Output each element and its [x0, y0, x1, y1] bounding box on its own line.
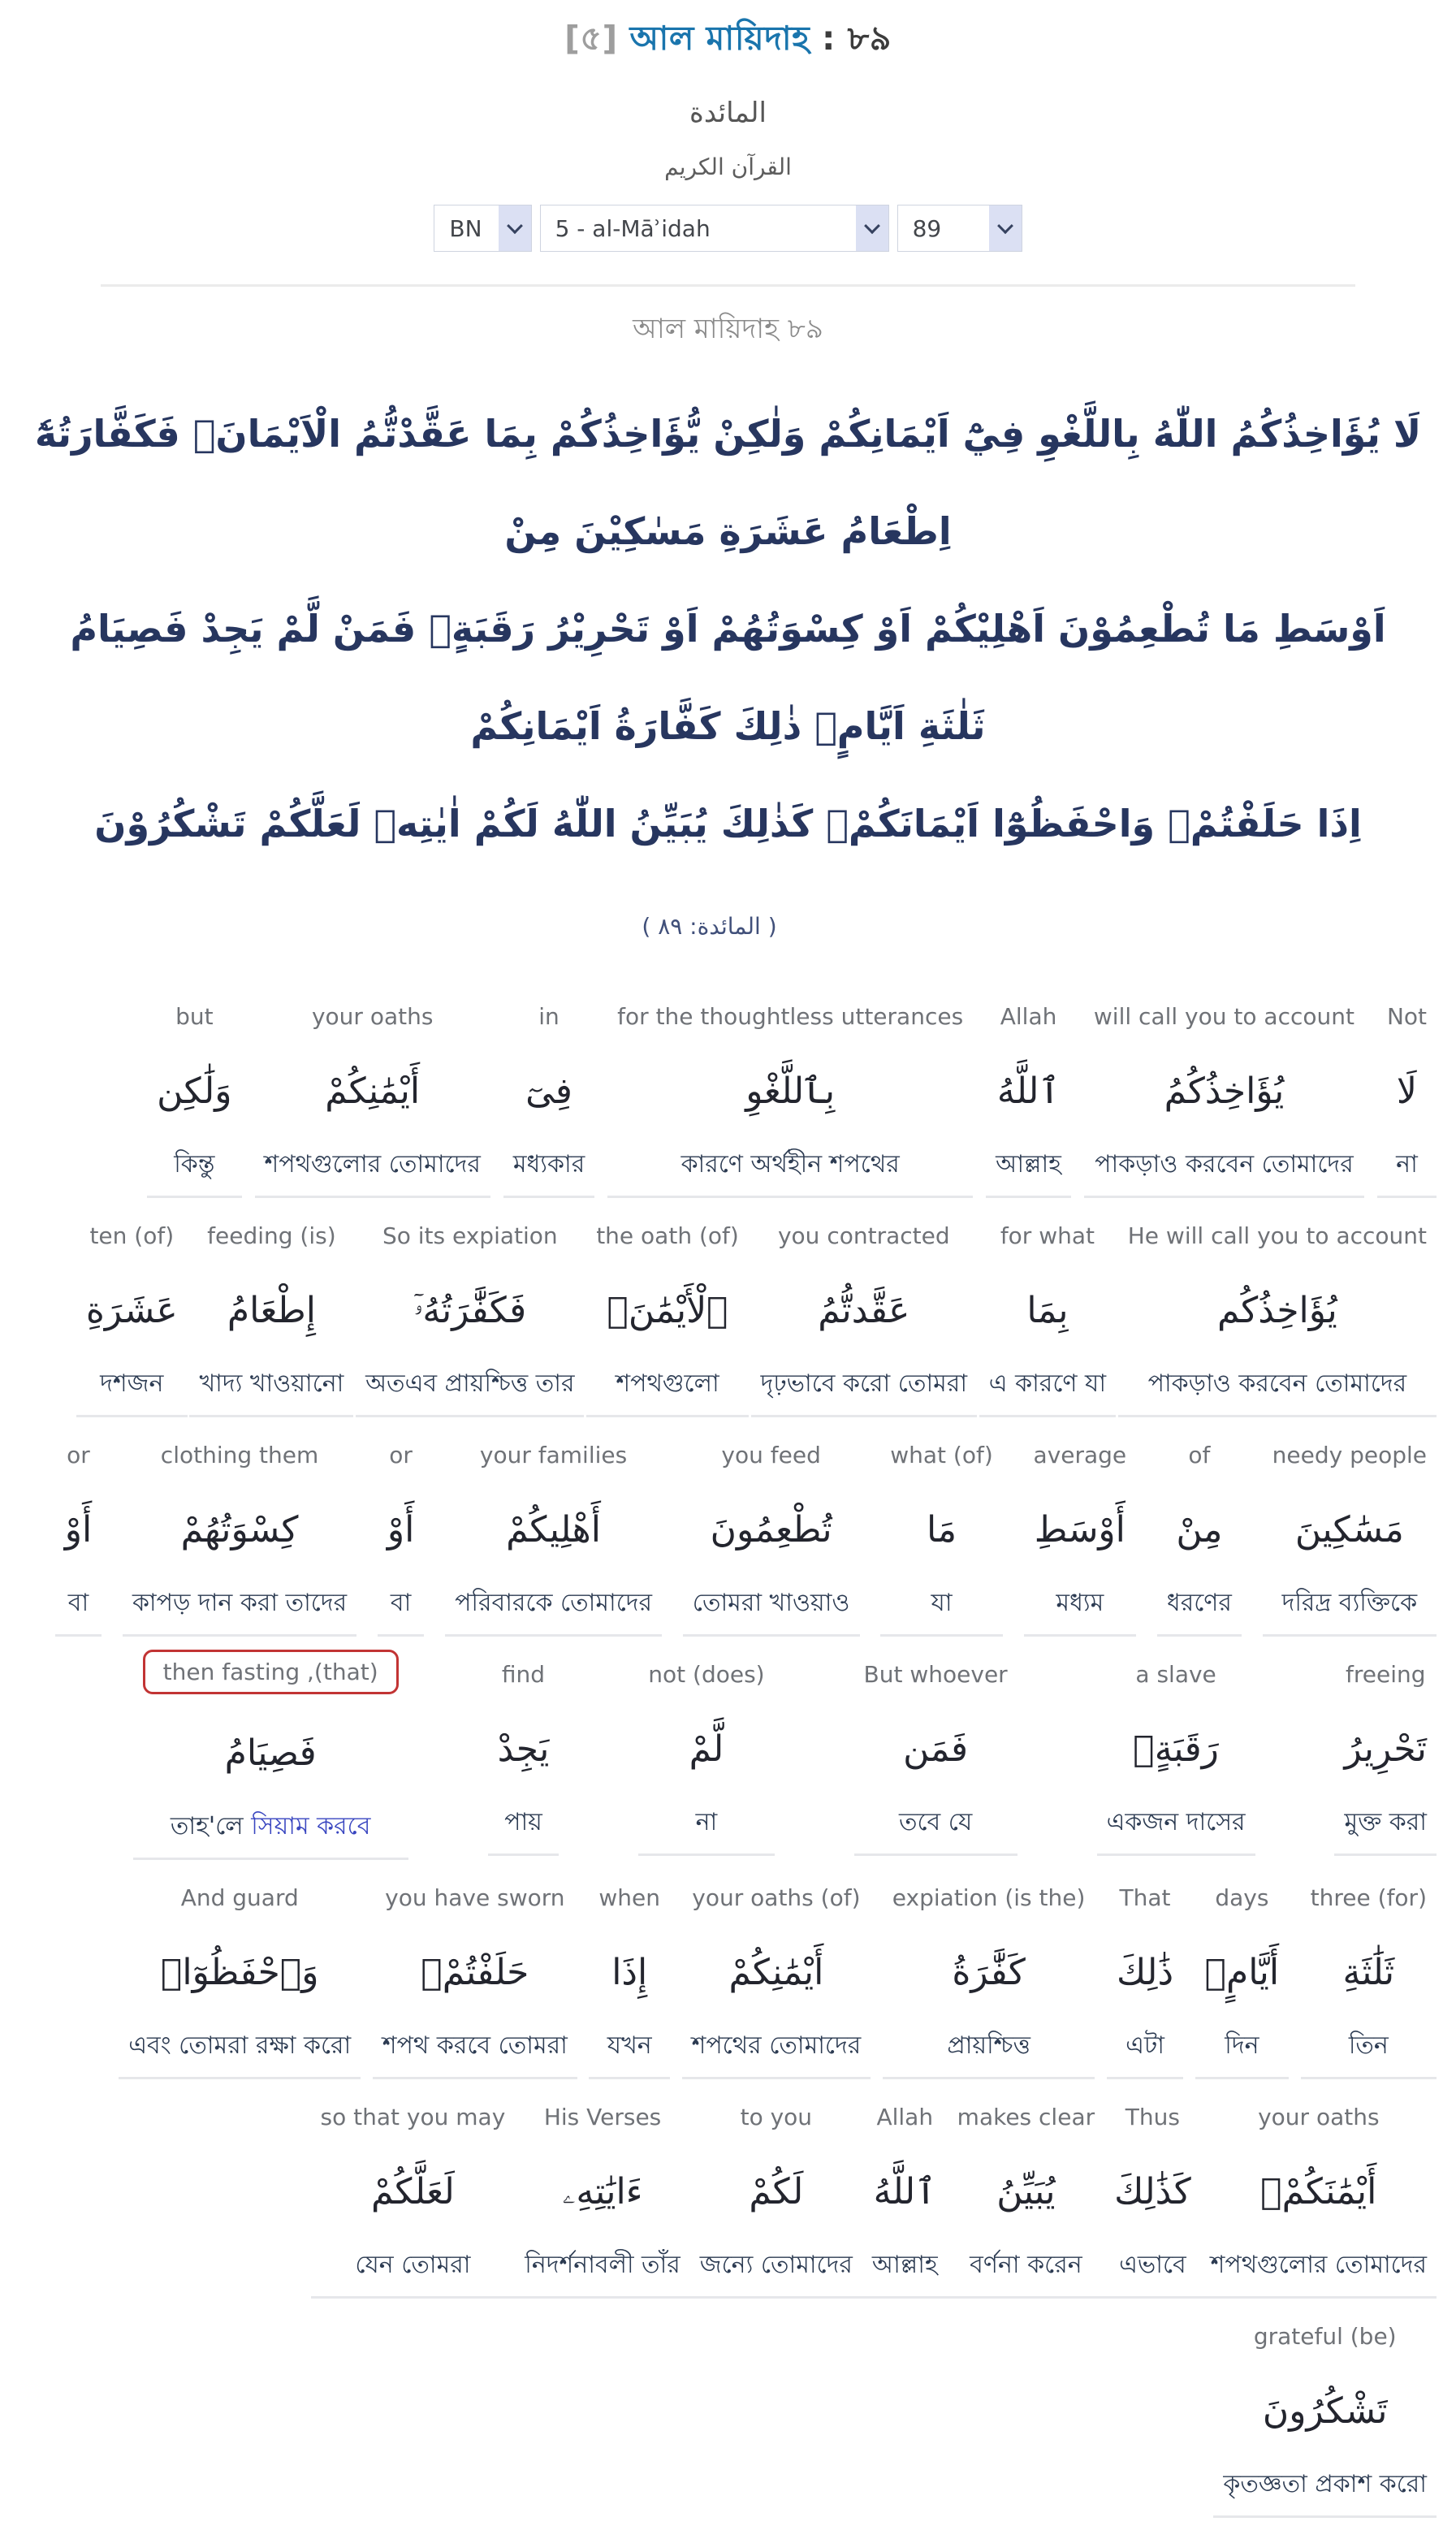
gloss-bengali: দিন: [1225, 2031, 1259, 2060]
word-cell[interactable]: [1263, 1438, 1437, 1637]
gloss-english: days: [1215, 1884, 1269, 1911]
gloss-bengali: শপথের তোমাদের: [691, 2031, 862, 2060]
arabic-word: يُبَيِّنُ: [996, 2170, 1056, 2212]
arabic-word: بِٱللَّغْوِ: [745, 1070, 836, 1112]
gloss-bengali: শপথগুলোর তোমাদের: [1210, 2251, 1427, 2279]
word-cell[interactable]: [682, 1881, 871, 2079]
gloss-bengali: মধ্যকার: [512, 1150, 585, 1179]
word-row: [1213, 2320, 1437, 2539]
word-cell[interactable]: [147, 1000, 241, 1198]
arabic-word: أَوْسَطِ: [1034, 1508, 1125, 1551]
gloss-bengali: বর্ণনা করেন: [970, 2251, 1082, 2279]
gloss-english: your oaths: [311, 1002, 434, 1030]
gloss-english: you have sworn: [385, 1884, 565, 1911]
gloss-english: makes clear: [957, 2103, 1095, 2130]
arabic-word: فَصِيَامُ: [224, 1732, 317, 1774]
gloss-bengali: নিদর্শনাবলী তাঁর: [525, 2251, 680, 2279]
word-cell[interactable]: [586, 1219, 749, 1417]
gloss-english: That: [1119, 1884, 1171, 1911]
gloss-english: (of) what: [890, 1441, 993, 1468]
gloss-bengali: কারণে অর্থহীন শপথের: [680, 1150, 900, 1179]
word-cell[interactable]: [1334, 1658, 1437, 1856]
arabic-word: عَشَرَةِ: [85, 1289, 178, 1331]
word-cell[interactable]: [638, 1658, 774, 1856]
surah-index: [৫]: [564, 19, 618, 58]
arabic-word: أَوْ: [64, 1508, 93, 1551]
word-cell[interactable]: [255, 1000, 490, 1198]
gloss-bengali: না: [1396, 1150, 1418, 1179]
title-separator: :: [821, 19, 848, 58]
arabic-word: تُطْعِمُونَ: [710, 1508, 832, 1551]
gloss-bengali: কিন্তু: [174, 1150, 215, 1179]
arabic-word: مِنْ: [1176, 1508, 1223, 1551]
gloss-bengali: পাকড়াও করবেন তোমাদের: [1095, 1150, 1354, 1179]
word-cell[interactable]: [1213, 2320, 1437, 2518]
gloss-bengali: শপথগুলো: [616, 1369, 719, 1398]
word-cell[interactable]: [1104, 2100, 1201, 2299]
word-cell[interactable]: [1024, 1438, 1137, 1637]
gloss-english: (of) ten: [89, 1222, 175, 1249]
word-cell[interactable]: [1157, 1438, 1242, 1637]
arabic-word: لَا: [1396, 1070, 1418, 1112]
gloss-english: will call you to account: [1093, 1002, 1354, 1030]
gloss-bengali: এবং তোমরা রক্ষা করো: [128, 2031, 352, 2060]
gloss-english: But whoever: [863, 1660, 1008, 1688]
gloss-bengali: দরিদ্র ব্যক্তিকে: [1281, 1589, 1418, 1617]
gloss-bengali: একজন দাসের: [1106, 1808, 1246, 1836]
verse-arabic: [0, 385, 1456, 975]
gloss-english: needy people: [1272, 1441, 1427, 1468]
gloss-english: in: [538, 1002, 560, 1030]
gloss-english: Not: [1386, 1002, 1427, 1030]
gloss-english: for the thoughtless utterances: [617, 1002, 964, 1030]
gloss-bengali: যখন: [607, 2031, 652, 2060]
arabic-word: ٱللَّهُ: [873, 2170, 936, 2212]
gloss-bengali: খাদ্য খাওয়ানো: [199, 1369, 344, 1398]
verse-line: لَا يُؤَاخِذُكُمُ اللّٰهُ بِاللَّغْوِ فِيْٓ اَيْمَانِكُمْ وَلٰكِنْ يُّؤَاخِذُكُمْ بِمَا عَقَّدْتُّمُ الْاَيْمَانَۚ فَكَفَّارَتُهٗٓ اِطْعَامُ عَشَرَةِ مَسٰكِيْنَ مِنْ: [34, 412, 1422, 553]
ayah-number-bengali: ৮৯: [847, 19, 892, 58]
chevron-down-icon: [989, 205, 1022, 251]
gloss-bengali: প্রায়শ্চিত্ত: [947, 2031, 1030, 2060]
surah-select[interactable]: [540, 205, 889, 252]
gloss-bengali: আল্লাহ: [996, 1150, 1061, 1179]
gloss-english: He will call you to account: [1127, 1222, 1427, 1249]
gloss-english: freeing: [1345, 1660, 1426, 1688]
verse-line-text: اِذَا حَلَفْتُمْۗ وَاحْفَظُوْٓا اَيْمَانَكُمْۗ كَذٰلِكَ يُبَيِّنُ اللّٰهُ لَكُمْ اٰيٰتِهٖ لَعَلَّكُمْ تَشْكُرُوْنَ: [94, 802, 1362, 846]
word-cell[interactable]: [1195, 1881, 1290, 2079]
gloss-english: average: [1033, 1441, 1127, 1468]
arabic-word: مَسَٰكِينَ: [1294, 1508, 1404, 1551]
gloss-bengali: বা: [67, 1589, 89, 1617]
verse-reference: ( المائدة: ٨٩ ): [642, 913, 777, 940]
word-cell[interactable]: [1084, 1000, 1364, 1198]
gloss-english: (is the) expiation: [892, 1884, 1086, 1911]
word-cell[interactable]: [488, 1658, 560, 1856]
gloss-bengali: এ কারণে যা: [988, 1369, 1107, 1398]
gloss-english: Thus: [1125, 2103, 1180, 2130]
gloss-english: your oaths: [1258, 2103, 1380, 2130]
gloss-english: Allah: [1000, 1002, 1057, 1030]
gloss-bengali: এভাবে: [1119, 2251, 1186, 2279]
gloss-bengali: যেন তোমরা: [355, 2251, 471, 2279]
arabic-word: أَيَّامٍۚ: [1204, 1951, 1280, 1993]
word-cell[interactable]: [1201, 2100, 1437, 2299]
word-cell[interactable]: [503, 1000, 594, 1198]
arabic-word: إِذَا: [611, 1951, 648, 1993]
gloss-bengali: তিন: [1348, 2031, 1389, 2060]
word-row: [133, 1658, 1437, 1881]
arabic-word: حَلَفْتُمْۚ: [421, 1951, 529, 1993]
word-cell[interactable]: [515, 2100, 690, 2299]
ayah-select-value: 89: [912, 214, 942, 242]
gloss-bengali: পাকড়াও করবেন তোমাদের: [1147, 1369, 1407, 1398]
surah-select-value: 5 - al-Māʾidah: [555, 214, 711, 242]
gloss-bengali: যা: [931, 1589, 953, 1617]
word-cell[interactable]: [1107, 1881, 1183, 2079]
gloss-bengali: ধরণের: [1166, 1589, 1232, 1617]
word-cell[interactable]: [189, 1219, 353, 1417]
word-cell[interactable]: [373, 1881, 577, 2079]
word-row: [119, 1881, 1437, 2100]
word-cell[interactable]: [854, 1658, 1017, 1856]
gloss-english: So its expiation: [382, 1222, 558, 1249]
arabic-word: أَهْلِيكُمْ: [506, 1508, 601, 1551]
word-cell[interactable]: [883, 1881, 1095, 2079]
arabic-word: رَقَبَةٍۖ: [1133, 1728, 1219, 1770]
gloss-english: to you: [740, 2103, 813, 2130]
gloss-english: His Verses: [543, 2103, 662, 2130]
word-grid: [0, 1000, 1456, 2539]
arabic-word: كَذَٰلِكَ: [1114, 2170, 1191, 2212]
gloss-english: (be) grateful: [1253, 2322, 1397, 2350]
arabic-word: أَوْ: [387, 1508, 415, 1551]
language-select[interactable]: [434, 205, 531, 252]
word-cell[interactable]: [607, 1000, 973, 1198]
word-row: [317, 2100, 1437, 2320]
gloss-bengali: মুক্ত করা: [1344, 1808, 1427, 1836]
word-cell[interactable]: [123, 1438, 356, 1637]
arabic-word: أَيْمَٰنَكُمْۚ: [1260, 2170, 1377, 2212]
word-cell[interactable]: [1377, 1000, 1437, 1198]
gloss-english: And guard: [180, 1884, 299, 1911]
arabic-word: لَّمْ: [689, 1728, 724, 1770]
gloss-english: but: [175, 1002, 214, 1030]
gloss-bengali: তোমরা খাওয়াও: [692, 1589, 850, 1617]
arabic-word: أَيْمَٰنِكُمْ: [325, 1070, 421, 1112]
gloss-bengali: জন্যে তোমাদের: [699, 2251, 853, 2279]
gloss-english: or: [389, 1441, 413, 1468]
arabic-word: إِطْعَامُ: [227, 1289, 316, 1331]
navigation-controls: [0, 205, 1456, 252]
gloss-bengali: কৃতজ্ঞতা প্রকাশ করো: [1223, 2470, 1427, 2498]
word-cell[interactable]: [880, 1438, 1003, 1637]
arabic-word: يُؤَاخِذُكُم: [1217, 1289, 1337, 1331]
language-select-value: BN: [449, 214, 482, 242]
word-cell[interactable]: [1118, 1219, 1437, 1417]
gloss-english: for what: [1000, 1222, 1095, 1249]
arabic-word: فَكَفَّٰرَتُهُۥٓ: [413, 1289, 527, 1331]
arabic-word: يُؤَاخِذُكُمُ: [1164, 1070, 1285, 1112]
arabic-word: كِسْوَتُهُمْ: [180, 1508, 299, 1551]
word-cell[interactable]: [1301, 1881, 1437, 2079]
arabic-word: يَجِدْ: [497, 1728, 550, 1770]
gloss-english: your families: [479, 1441, 628, 1468]
gloss-english: a slave: [1135, 1660, 1216, 1688]
arabic-word: ذَٰلِكَ: [1116, 1951, 1174, 1993]
word-cell[interactable]: [986, 1000, 1071, 1198]
word-cell[interactable]: [133, 1658, 408, 1860]
arabic-word: تَحْرِيرُ: [1344, 1728, 1427, 1770]
verse-line: اَوْسَطِ مَا تُطْعِمُوْنَ اَهْلِيْكُمْ اَوْ كِسْوَتُهُمْ اَوْ تَحْرِيْرُ رَقَبَةٍۗ فَمَنْ لَّمْ يَجِدْ فَصِيَامُ ثَلٰثَةِ اَيَّامٍۗ ذٰلِكَ كَفَّارَةُ اَيْمَانِكُمْ: [70, 607, 1386, 748]
gloss-bengali: কাপড় দান করা তাদের: [132, 1589, 348, 1617]
page-title: [0, 13, 1456, 69]
word-cell[interactable]: [862, 2100, 948, 2299]
gloss-english: you contracted: [777, 1222, 950, 1249]
gloss-english: (of) your oaths: [692, 1884, 861, 1911]
word-row: [76, 1219, 1437, 1438]
gloss-english: (does) not: [648, 1660, 765, 1688]
word-cell[interactable]: [76, 1219, 188, 1417]
arabic-word: أَيْمَٰنِكُمْ: [728, 1951, 824, 1993]
gloss-english: (is) feeding: [207, 1222, 336, 1249]
quran-title-arabic: القرآن الكريم: [664, 154, 792, 180]
arabic-word: ٱلْأَيْمَٰنَۖ: [607, 1289, 728, 1331]
word-cell[interactable]: [311, 2100, 516, 2299]
arabic-word: كَفَّٰرَةُ: [952, 1951, 1026, 1993]
word-row: [147, 1000, 1437, 1219]
ayah-select[interactable]: [897, 205, 1022, 252]
gloss-bengali: এটা: [1125, 2031, 1164, 2060]
arabic-word: فِىٓ: [525, 1070, 572, 1112]
gloss-bengali: পরিবারকে তোমাদের: [455, 1589, 653, 1617]
word-cell[interactable]: [1097, 1658, 1255, 1856]
gloss-english: (of) the oath: [596, 1222, 739, 1249]
word-cell[interactable]: [979, 1219, 1116, 1417]
gloss-bengali: পায়: [504, 1808, 542, 1836]
chevron-down-icon: [856, 205, 888, 251]
surah-title-bengali: আল মায়িদাহ: [629, 19, 810, 58]
verse-line: [32, 775, 1424, 975]
gloss-english: (for) three: [1310, 1884, 1427, 1911]
word-cell[interactable]: [119, 1881, 361, 2079]
gloss-english: clothing them: [160, 1441, 319, 1468]
word-cell[interactable]: [378, 1438, 424, 1637]
word-cell[interactable]: [683, 1438, 860, 1637]
highlight-box: (that), then fasting: [143, 1650, 399, 1694]
gloss-bengali: শপথ করবে তোমরা: [382, 2031, 568, 2060]
arabic-word: ٱللَّهُ: [996, 1070, 1061, 1112]
arabic-word: وَٱحْفَظُوٓا۟: [160, 1951, 319, 1993]
gloss-bengali: তবে যে: [898, 1808, 973, 1836]
gloss-bengali: তাহ'লে সিয়াম করবে: [170, 1812, 371, 1840]
gloss-bengali: শপথগুলোর তোমাদের: [264, 1150, 481, 1179]
gloss-bengali: অতএব প্রায়শ্চিত্ত তার: [365, 1369, 575, 1398]
arabic-word: بِمَا: [1026, 1289, 1069, 1331]
gloss-english: you feed: [721, 1441, 821, 1468]
divider: [101, 284, 1355, 287]
word-cell[interactable]: [751, 1219, 977, 1417]
gloss-english: of: [1188, 1441, 1211, 1468]
arabic-word: ثَلَٰثَةِ: [1342, 1951, 1395, 1993]
arabic-word: مَا: [927, 1508, 957, 1551]
word-cell[interactable]: [356, 1219, 584, 1417]
gloss-bengali: বা: [390, 1589, 412, 1617]
gloss-english: when: [598, 1884, 661, 1911]
word-cell[interactable]: [948, 2100, 1104, 2299]
gloss-bengali: আল্লাহ: [871, 2251, 938, 2279]
gloss-english: so that you may: [320, 2103, 506, 2130]
arabic-word: ءَايَٰتِهِۦ: [562, 2170, 643, 2212]
gloss-bengali: দৃঢ়ভাবে করো তোমরা: [760, 1369, 968, 1398]
word-cell[interactable]: [55, 1438, 102, 1637]
arabic-word: تَشْكُرُونَ: [1262, 2390, 1388, 2432]
arabic-word: لَعَلَّكُمْ: [371, 2170, 455, 2212]
arabic-word: لَكُمْ: [749, 2170, 804, 2212]
gloss-bengali: দশজন: [100, 1369, 164, 1398]
gloss-english: Allah: [876, 2103, 934, 2130]
arabic-word: عَقَّدتُّمُ: [818, 1289, 910, 1331]
gloss-english: or: [67, 1441, 90, 1468]
surah-name-arabic: المائدة: [689, 97, 767, 129]
word-cell[interactable]: [445, 1438, 662, 1637]
gloss-bengali: মধ্যম: [1056, 1589, 1104, 1617]
arabic-word: فَمَن: [903, 1728, 969, 1770]
arabic-word: وَلَٰكِن: [157, 1070, 232, 1112]
gloss-bengali: না: [695, 1808, 718, 1836]
chevron-down-icon: [499, 205, 531, 251]
word-cell[interactable]: [690, 2100, 862, 2299]
word-cell[interactable]: [589, 1881, 670, 2079]
gloss-english: find: [501, 1660, 546, 1688]
word-row: [55, 1438, 1437, 1658]
surah-subtitle-bengali: আল মায়িদাহ ৮৯: [633, 313, 823, 345]
